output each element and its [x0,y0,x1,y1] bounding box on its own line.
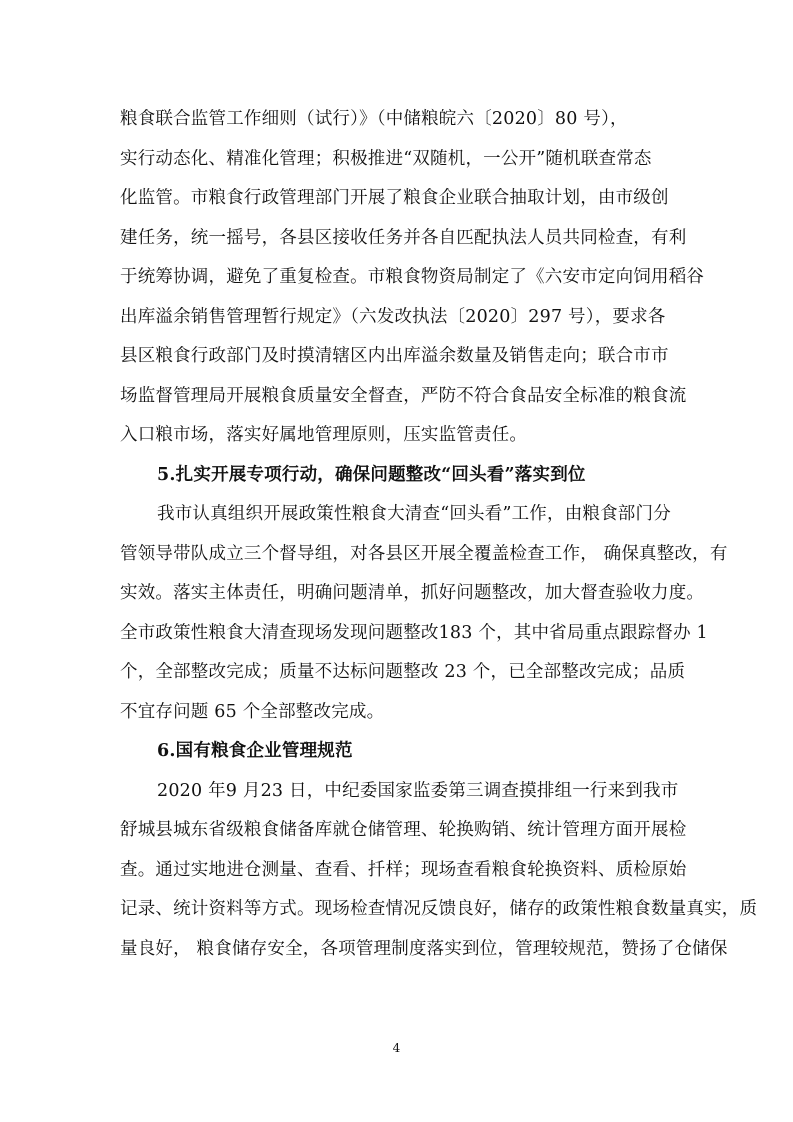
paragraph-line: 粮食联合监管工作细则（试行）》（中储粮皖六〔2020〕80 号）， [120,109,628,129]
page-number: 4 [392,1041,401,1055]
paragraph-line: 县区粮食行政部门及时摸清辖区内出库溢余数量及销售走向；联合市市 [120,346,669,366]
paragraph-line: 建任务，统一摇号，各县区接收任务并各自匹配执法人员共同检查，有利 [120,227,687,248]
paragraph-line: 查。通过实地进仓测量、查看、扦样；现场查看粮食轮换资料、质检原始 [120,859,687,880]
paragraph-line: 出库溢余销售管理暂行规定》（六发改执法〔2020〕297 号），要求各 [120,306,666,327]
paragraph-line: 我市认真组织开展政策性粮食大清查“回头看”工作，由粮食部门分 [157,504,671,524]
section-5-heading: 5.扎实开展专项行动，确保问题整改“回头看”落实到位 [157,464,586,485]
paragraph-line: 实效。落实主体责任，明确问题清单，抓好问题整改，加大督查验收力度。 [120,583,705,603]
section-6-heading: 6.国有粮食企业管理规范 [157,741,353,761]
paragraph-line: 舒城县城东省级粮食储备库就仓储管理、轮换购销、统计管理方面开展检 [120,820,687,840]
paragraph-line: 全市政策性粮食大清查现场发现问题整改183 个，其中省局重点跟踪督办 1 [120,622,708,643]
paragraph-line: 2020 年9 月23 日，中纪委国家监委第三调查摸排组一行来到我市 [157,780,679,801]
paragraph-line: 实行动态化、精准化管理；积极推进“双随机，一公开”随机联查常态 [120,148,652,169]
paragraph-line: 入口粮市场，落实好属地管理原则，压实监管责任。 [120,425,528,445]
paragraph-line: 个，全部整改完成；质量不达标问题整改 23 个，已全部整改完成；品质 [120,662,686,682]
paragraph-line: 场监督管理局开展粮食质量安全督查，严防不符合食品安全标准的粮食流 [120,385,687,406]
paragraph-line: 管领导带队成立三个督导组，对各县区开展全覆盖检查工作， 确保真整改，有 [120,543,728,564]
paragraph-line: 于统筹协调，避免了重复检查。市粮食物资局制定了《六安市定向饲用稻谷 [120,267,705,287]
paragraph-line: 化监管。市粮食行政管理部门开展了粮食企业联合抽取计划，由市级创 [120,188,669,208]
paragraph-line: 量良好， 粮食储存安全，各项管理制度落实到位，管理较规范，赞扬了仓储保 [120,938,728,959]
paragraph-line: 不宜存问题 65 个全部整改完成。 [120,701,385,722]
paragraph-line: 记录、统计资料等方式。现场检查情况反馈良好，储存的政策性粮食数量真实，质 [120,899,758,919]
